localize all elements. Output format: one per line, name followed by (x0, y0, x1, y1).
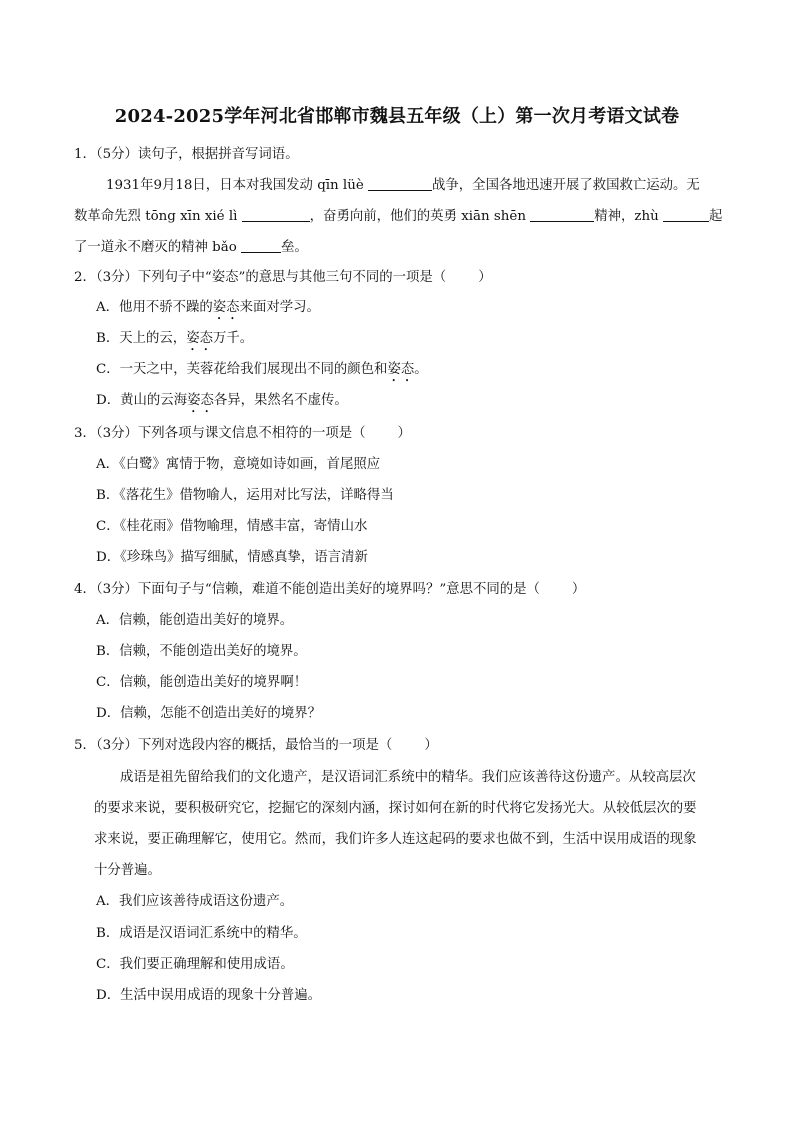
question-5-option-b[interactable]: B．成语是汉语词汇系统中的精华。 (96, 926, 307, 941)
q2-b-post: 万千。 (212, 331, 254, 346)
q1-text-1b: 战争，全国各地迅速开展了救国救亡运动。无 (432, 178, 700, 193)
question-4-heading (74, 581, 585, 599)
q3-stem: 3．（3分）下列各项与课文信息不相符的一项是（ (74, 426, 366, 441)
question-4-option-b[interactable]: B．信赖，不能创造出美好的境界。 (96, 644, 307, 659)
q2-a-pre: A．他用不骄不躁的 (96, 300, 213, 315)
q1-text-2a: 数革命先烈 tōng xīn xié lì (74, 209, 242, 224)
q4-stem: 4．（3分）下面句子与“信赖，难道不能创造出美好的境界吗？”意思不同的是（ (74, 582, 540, 597)
q1-text-1a: 1931年9月18日，日本对我国发动 qīn lüè (106, 178, 369, 193)
answer-blank-4[interactable] (663, 207, 709, 222)
exam-title: 2024-2025学年河北省邯郸市魏县五年级（上）第一次月考语文试卷 (114, 106, 680, 127)
q2-b-emphasis: 姿态 (186, 331, 213, 346)
passage-line-4: 十分普遍。 (94, 863, 161, 878)
question-3-option-d[interactable]: D．《珍珠鸟》描写细腻，情感真挚，语言清新 (96, 550, 368, 565)
question-4-option-d[interactable]: D．信赖，怎能不创造出美好的境界？ (96, 706, 321, 721)
question-2-option-c[interactable] (96, 361, 428, 385)
answer-blank-2[interactable] (242, 207, 310, 222)
q5-stem: 5．（3分）下列对选段内容的概括，最恰当的一项是（ (74, 738, 393, 753)
q1-text-2b: ，奋勇向前，他们的英勇 xiān shēn (309, 209, 531, 224)
question-4-option-a[interactable]: A．信赖，能创造出美好的境界。 (96, 613, 294, 628)
question-5-heading (74, 737, 438, 755)
q2-c-pre: C．一天之中，芙蓉花给我们展现出不同的颜色和 (96, 362, 388, 377)
q1-text-3a: 了一道永不磨灭的精神 bǎo (74, 240, 242, 255)
q2-a-emphasis: 姿态 (212, 300, 240, 315)
q1-text-2c: 精神，zhù (594, 209, 663, 224)
question-1-line-1 (106, 176, 700, 195)
q2-stem: 2．（3分）下列句子中“姿态”的意思与其他三句不同的一项是（ (74, 270, 447, 285)
question-1-heading: 1．（5分）读句子，根据拼音写词语。 (74, 147, 299, 162)
question-2-heading (74, 269, 492, 287)
question-2-option-a[interactable] (96, 299, 320, 323)
question-2-option-d[interactable] (96, 392, 348, 416)
q4-close-paren: ） (571, 582, 586, 597)
q2-close-paren: ） (478, 270, 492, 285)
question-1-line-2 (74, 207, 722, 226)
question-3-option-b[interactable]: B．《落花生》借物喻人，运用对比写法，详略得当 (96, 488, 394, 503)
answer-blank-5[interactable] (241, 238, 281, 253)
q2-d-emphasis: 姿态 (187, 393, 214, 408)
question-2-option-b[interactable] (96, 330, 253, 354)
q5-close-paren: ） (424, 738, 438, 753)
q2-b-pre: B．天上的云， (96, 331, 187, 346)
q2-d-post: 各异，果然名不虚传。 (213, 393, 348, 408)
q2-c-emphasis: 姿态 (387, 362, 415, 377)
passage-line-2: 的要求来说，要积极研究它，挖掘它的深刻内涵，探讨如何在新的时代将它发扬光大。从较低层次的要 (94, 801, 697, 816)
answer-blank-1[interactable] (368, 176, 432, 191)
answer-blank-3[interactable] (530, 207, 594, 222)
question-3-option-a[interactable]: A．《白鹭》寓情于物，意境如诗如画，首尾照应 (96, 457, 381, 472)
question-3-option-c[interactable]: C．《桂花雨》借物喻理，情感丰富，寄情山水 (96, 519, 368, 534)
q3-close-paren: ） (397, 426, 411, 441)
q2-c-post: 。 (414, 362, 428, 377)
question-1-line-3 (74, 238, 308, 257)
question-5-option-c[interactable]: C．我们要正确理解和使用成语。 (96, 957, 294, 972)
question-5-option-a[interactable]: A．我们应该善待成语这份遗产。 (96, 894, 294, 909)
passage-line-1: 成语是祖先留给我们的文化遗产，是汉语词汇系统中的精华。我们应该善待这份遗产。从较高层次 (120, 770, 696, 785)
question-5-option-d[interactable]: D．生活中误用成语的现象十分普遍。 (96, 988, 321, 1003)
q2-d-pre: D．黄山的云海 (96, 393, 188, 408)
question-3-heading (74, 425, 411, 443)
q2-a-post: 来面对学习。 (239, 300, 320, 315)
question-4-option-c[interactable]: C．信赖，能创造出美好的境界啊！ (96, 675, 308, 690)
q1-text-3b: 垒。 (281, 240, 308, 255)
q1-text-2d: 起 (708, 209, 723, 224)
passage-line-3: 求来说，要正确理解它，使用它。然而，我们许多人连这起码的要求也做不到，生活中误用成语的现象 (94, 832, 697, 847)
